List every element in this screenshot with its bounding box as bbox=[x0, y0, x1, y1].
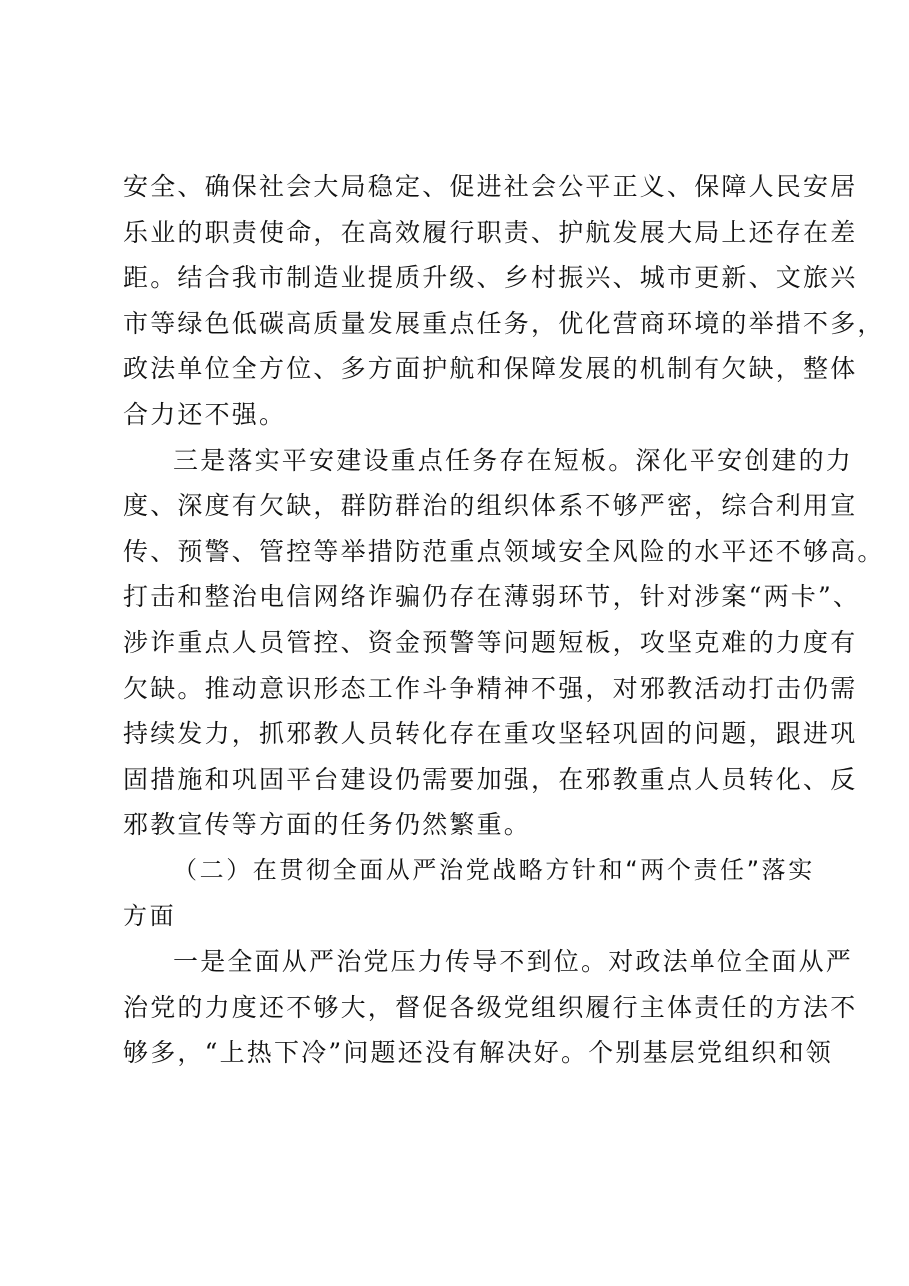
paragraph-start-line: 三是落实平安建设重点任务存在短板。深化平安创建的力 bbox=[173, 445, 854, 475]
text-line: 传、预警、管控等举措防范重点领域安全风险的水平还不够高。 bbox=[123, 536, 885, 566]
text-line: 乐业的职责使命，在高效履行职责、护航发展大局上还存在差 bbox=[123, 217, 858, 247]
text-line: 欠缺。推动意识形态工作斗争精神不强，对邪教活动打击仍需 bbox=[123, 673, 858, 703]
text-line: 距。结合我市制造业提质升级、乡村振兴、城市更新、文旅兴 bbox=[123, 263, 858, 293]
text-line: 涉诈重点人员管控、资金预警等问题短板，攻坚克难的力度有 bbox=[123, 627, 858, 657]
text-line: 够多，“上热下冷”问题还没有解决好。个别基层党组织和领 bbox=[123, 1038, 833, 1068]
text-line: 安全、确保社会大局稳定、促进社会公平正义、保障人民安居 bbox=[123, 172, 858, 201]
text-line: 市等绿色低碳高质量发展重点任务，优化营商环境的举措不多， bbox=[123, 308, 885, 338]
paragraph-start-line: 一是全面从严治党压力传导不到位。对政法单位全面从严 bbox=[173, 947, 854, 977]
text-line: 持续发力，抓邪教人员转化存在重攻坚轻巩固的问题，跟进巩 bbox=[123, 719, 858, 749]
document-body bbox=[123, 164, 885, 1076]
text-line: 固措施和巩固平台建设仍需要加强，在邪教重点人员转化、反 bbox=[123, 764, 858, 794]
text-line: 政法单位全方位、多方面护航和保障发展的机制有欠缺，整体 bbox=[123, 354, 858, 384]
section-heading-continued: 方面 bbox=[123, 901, 177, 930]
text-line: 打击和整治电信网络诈骗仍存在薄弱环节，针对涉案“两卡”、 bbox=[123, 582, 861, 612]
text-line: 合力还不强。 bbox=[123, 399, 287, 429]
text-line: 度、深度有欠缺，群防群治的组织体系不够严密，综合利用宣 bbox=[123, 491, 858, 521]
text-line: 邪教宣传等方面的任务仍然繁重。 bbox=[123, 810, 532, 840]
text-line: 治党的力度还不够大，督促各级党组织履行主体责任的方法不 bbox=[123, 992, 858, 1022]
section-heading: （二）在贯彻全面从严治党战略方针和“两个责任”落实 bbox=[173, 855, 815, 884]
